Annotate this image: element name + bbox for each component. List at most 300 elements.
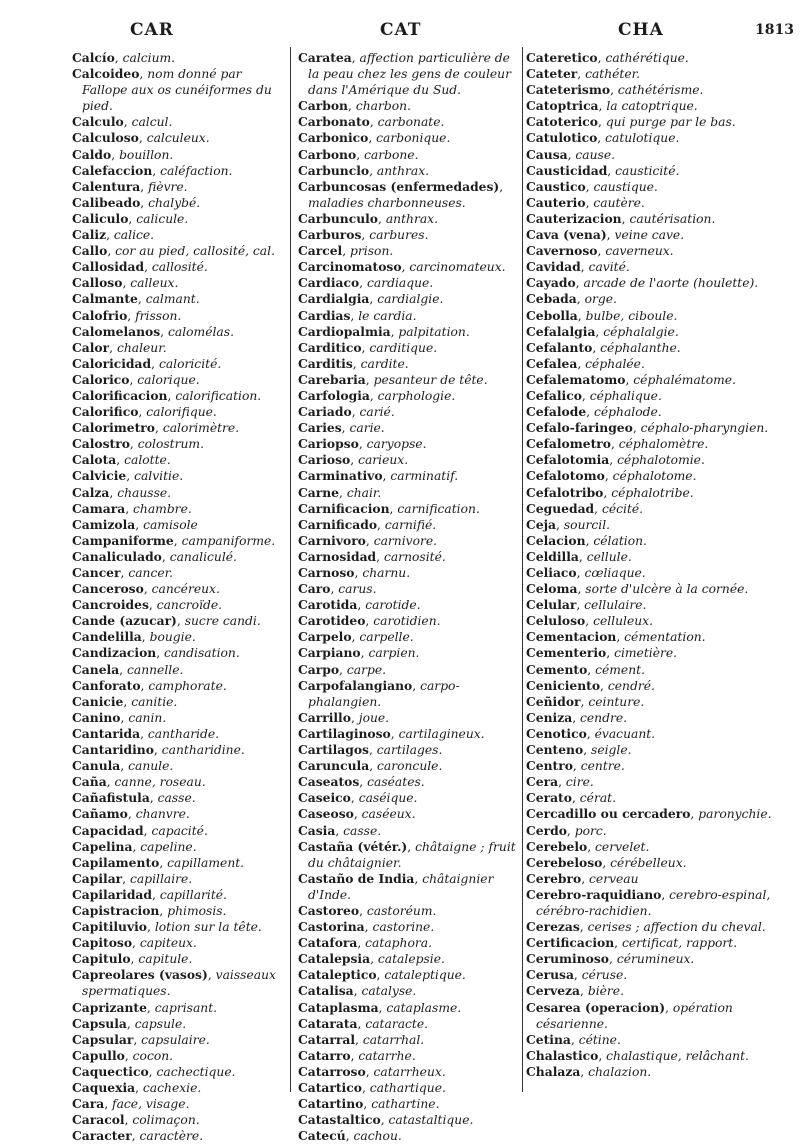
translation: causticité. [615,163,680,178]
headword: Carditis [298,355,353,371]
headword: Carioso [298,452,351,468]
dictionary-entry: Cefalometro, céphalomètre. [526,436,709,452]
translation: cendré. [607,678,655,693]
headword: Carnificado [298,516,378,532]
dictionary-entry: Carbunclo, anthrax. [298,162,430,178]
translation: cocon. [132,1048,174,1063]
headword: Cataleptico [298,967,377,983]
headword: Catastaltico [298,1112,381,1128]
translation: bouillon. [119,147,174,162]
translation: canaliculé. [169,549,237,564]
dictionary-entry: Capitiluvio, lotion sur la tête. [72,919,262,935]
headword: Carbono [298,146,357,162]
dictionary-entry: Cefalalgia, céphalalgie. [526,323,679,339]
dictionary-entry: Calentura, fièvre. [72,178,188,194]
dictionary-entry: Calcoideo, nom donné par Fallope aux os cunéiformes du pied. [72,66,272,114]
headword: Calofrio [72,307,128,323]
translation: céphalotribe. [611,485,694,500]
dictionary-entry: Cefalo-faringeo, céphalo-pharyngien. [526,420,769,436]
headword: Carpelo [298,629,352,645]
dictionary-entry: Cefalematomo, céphalématome. [526,371,736,387]
dictionary-entry: Catafora, cataphora. [298,935,432,951]
translation: chair. [346,485,382,500]
dictionary-entry: Castoreo, castoréum. [298,902,437,918]
headword: Cerezas [526,919,580,935]
headword: Calculoso [72,130,139,146]
dictionary-entry: Cemento, cément. [526,661,645,677]
translation: capacité. [151,823,208,838]
dictionary-entry: Calza, chausse. [72,484,172,500]
dictionary-entry: Catartino, cathartine. [298,1096,440,1112]
headword: Carpofalangiano [298,677,413,693]
headword: Cetina [526,1031,571,1047]
dictionary-entry: Casia, casse. [298,822,382,838]
headword: Carpiano [298,645,361,661]
headword: Catartico [298,1080,362,1095]
translation: céphalo-pharyngien. [640,421,769,436]
headword: Canicie [72,693,124,709]
headword: Cavernoso [526,243,598,259]
dictionary-entry: Cefalico, céphalique. [526,387,662,403]
translation: cachou. [353,1129,402,1144]
headword: Ceñidor [526,693,581,709]
dictionary-entry: Canela, cannelle. [72,661,184,677]
headword: Caseico [298,790,351,806]
translation: calleux. [130,276,179,291]
headword: Cardialgia [298,291,370,307]
translation: palpitation. [398,324,470,339]
headword: Calmante [72,291,138,307]
headword: Calza [72,484,110,500]
translation: capsulaire. [141,1032,210,1047]
dictionary-entry: Cefalode, céphalode. [526,404,662,420]
translation: carotidien. [373,614,441,629]
translation: callosité. [151,260,208,275]
headword: Cateter [526,66,578,82]
translation: calicule. [136,211,189,226]
translation: calorimètre. [162,421,240,436]
headword: Caracter [72,1128,132,1144]
dictionary-entry: Cesarea (operacion), opération césarienne. [526,999,733,1031]
dictionary-entry: Carbuncosas (enfermedades), maladies charbonneuses. [298,178,504,210]
headword: Cefalea [526,355,578,371]
headword: Caliz [72,227,107,243]
headword: Causticidad [526,162,608,178]
dictionary-entry: Castaña (vétér.), châtaigne ; fruit du châtaignier. [298,838,516,870]
headword: Calcío [72,50,115,65]
running-head-right: CHA [618,20,664,40]
dictionary-entry: Callosidad, callosité. [72,259,208,275]
dictionary-entry: Calorificacion, calorification. [72,387,262,403]
translation: prison. [350,244,394,259]
dictionary-entry: Cardialgia, cardialgie. [298,291,444,307]
dictionary-entry: Cerebro, cerveau [526,870,639,886]
headword: Catulotico [526,130,598,146]
translation: cannelle. [127,662,184,677]
headword: Capilar [72,870,123,886]
translation: calvitie. [134,469,184,484]
headword: Catafora [298,935,358,951]
headword: Carburos [298,227,362,243]
translation: catarrheux. [373,1064,446,1079]
headword: Carne [298,484,339,500]
translation: anthrax. [385,211,439,226]
dictionary-entry: Carcinomatoso, carcinomateux. [298,259,506,275]
translation: casse. [343,823,382,838]
headword: Caracol [72,1112,125,1128]
translation: catulotique. [605,131,680,146]
dictionary-entry: Calorimetro, calorimètre. [72,420,240,436]
dictionary-entry: Caratea, affection particulière de la peau chez les gens de couleur dans l'Amérique du Sud. [298,50,511,98]
translation: cachexie. [142,1081,202,1095]
translation: carnification. [397,501,480,516]
headword: Capitulo [72,951,131,967]
translation: cautérisation. [629,211,716,226]
headword: Cande (azucar) [72,613,177,629]
translation: carphologie. [377,388,456,403]
dictionary-entry: Celacion, célation. [526,532,647,548]
translation: frisson. [135,308,182,323]
dictionary-entry: Cerebeloso, cérébelleux. [526,854,687,870]
headword: Capacidad [72,822,144,838]
dictionary-entry: Cancer, cancer. [72,565,174,580]
dictionary-entry: Cantarida, cantharide. [72,725,220,741]
headword: Carminativo [298,468,383,484]
translation: carnivore. [373,533,438,548]
headword: Cerdo [526,822,567,838]
dictionary-entry: Caro, carus. [298,581,377,597]
translation: caractère. [139,1129,204,1144]
dictionary-entry: Ceniza, cendre. [526,709,628,725]
translation: cor au pied, callosité, cal. [115,244,275,259]
headword: Carnivoro [298,532,366,548]
headword: Cementacion [526,629,617,645]
translation: carié. [359,405,395,420]
translation: arcade de l'aorte (houlette). [583,276,759,291]
translation: cérumineux. [616,952,695,967]
dictionary-entry: Caldo, bouillon. [72,146,174,162]
translation: capillarité. [159,887,227,902]
headword: Causa [526,146,568,162]
dictionary-entry: Cauterizacion, cautérisation. [526,210,716,226]
dictionary-entry: Carditis, cardite. [298,355,409,371]
headword: Cateretico [526,50,598,65]
dictionary-entry: Carcel, prison. [298,243,394,259]
dictionary-entry: Capistracion, phimosis. [72,902,227,918]
headword: Calorimetro [72,420,155,436]
headword: Caseoso [298,806,354,822]
headword: Carnosidad [298,548,377,564]
translation: cérat. [579,791,617,806]
translation: camphorate. [148,678,227,693]
dictionary-entry: Cebada, orge. [526,291,617,307]
dictionary-entry: Canceroso, cancéreux. [72,581,220,597]
headword: Cañamo [72,806,128,822]
headword: Cebada [526,291,577,307]
dictionary-entry: Cementerio, cimetière. [526,645,678,661]
dictionary-entry: Catoterico, qui purge par le bas. [526,114,736,130]
headword: Capsula [72,1015,127,1031]
dictionary-entry: Capilar, capillaire. [72,870,193,886]
headword: Cauterizacion [526,210,622,226]
translation: calculeux. [146,131,210,146]
translation: cartilages. [376,743,443,758]
translation: charbon. [355,99,411,114]
dictionary-entry: Cefalotomia, céphalotomie. [526,452,705,468]
headword: Candizacion [72,645,157,661]
dictionary-entry: Castorina, castorine. [298,919,435,935]
headword: Catartino [298,1096,364,1112]
headword: Caquexia [72,1080,136,1095]
dictionary-entry: Carebaria, pesanteur de tête. [298,371,488,387]
dictionary-entry: Carnificacion, carnification. [298,500,480,516]
translation: cétine. [578,1032,621,1047]
headword: Canela [72,661,120,677]
headword: Cefalalgia [526,323,596,339]
headword: Catarro [298,1047,351,1063]
headword: Celacion [526,532,586,548]
translation: carbone. [364,147,419,162]
headword: Catecú [298,1128,346,1144]
translation: châtaignier d'Inde. [308,871,494,902]
headword: Carcinomatoso [298,259,402,275]
translation: capiteux. [139,936,197,951]
headword: Cava (vena) [526,227,607,243]
translation: cœliaque. [584,566,646,580]
headword: Celiaco [526,565,577,580]
translation: porc. [574,823,607,838]
translation: carpelle. [359,630,414,645]
translation: sorte d'ulcère à la cornée. [585,582,749,597]
dictionary-entry: Carminativo, carminatif. [298,468,459,484]
translation: céruse. [581,968,628,983]
dictionary-entry: Carbonato, carbonate. [298,114,445,130]
headword: Cerato [526,790,572,806]
headword: Cerveza [526,983,581,999]
translation: catastaltique. [388,1113,474,1128]
headword: Capilamento [72,854,160,870]
dictionary-entry: Caliculo, calicule. [72,210,189,226]
translation: carnosité. [383,549,446,564]
dictionary-entry: Capacidad, capacité. [72,822,208,838]
headword: Calibeado [72,194,141,210]
dictionary-entry: Cariopso, caryopse. [298,436,427,452]
headword: Caries [298,420,342,436]
headword: Castoreo [298,902,360,918]
dictionary-entry: Cartilagos, cartilages. [298,742,443,758]
headword: Cesarea (operacion) [526,999,666,1015]
headword: Cenotico [526,725,587,741]
headword: Capelina [72,838,133,854]
translation: fièvre. [148,179,188,194]
translation: joue. [358,710,390,725]
dictionary-entry: Calomelanos, calomélas. [72,323,234,339]
translation: catarrhal. [362,1032,425,1047]
translation: cathétérisme. [617,83,704,98]
headword: Capitoso [72,935,133,951]
translation: campaniforme. [181,533,276,548]
translation: cellulaire. [584,598,647,613]
headword: Calostro [72,436,130,452]
dictionary-entry: Carbonico, carbonique. [298,130,451,146]
headword: Catalisa [298,983,354,999]
translation: céphalotomie. [617,453,705,468]
dictionary-entry: Catarroso, catarrheux. [298,1063,446,1079]
dictionary-entry: Carotideo, carotidien. [298,613,441,629]
headword: Catoptrica [526,98,599,114]
column-2 [298,50,520,1144]
headword: Cercadillo ou cercadero [526,806,691,822]
headword: Cantaridino [72,742,154,758]
dictionary-entry: Ceruminoso, cérumineux. [526,951,695,967]
dictionary-entry: Centeno, seigle. [526,742,632,758]
running-head-left: CAR [130,20,174,40]
headword: Canforato [72,677,141,693]
headword: Cefalometro [526,436,611,452]
translation: cerebro-espinal, cérébro-rachidien. [536,887,771,918]
dictionary-entry: Calculo, calcul. [72,114,173,130]
dictionary-entry: Cardiopalmia, palpitation. [298,323,470,339]
dictionary-entry: Caracol, colimaçon. [72,1112,200,1128]
translation: cardiaque. [367,276,434,291]
dictionary-entry: Caloricidad, caloricité. [72,355,222,371]
dictionary-entry: Cara, face, visage. [72,1096,190,1112]
translation: canule. [128,759,174,774]
dictionary-entry: Cercadillo ou cercadero, paronychie. [526,806,772,822]
dictionary-entry: Calvicie, calvitie. [72,468,184,484]
dictionary-entry: Cateretico, cathérétique. [526,50,689,65]
translation: capillaire. [129,871,193,886]
headword: Cerebro [526,870,582,886]
dictionary-entry: Catalepsia, catalepsie. [298,951,445,967]
dictionary-entry: Calloso, calleux. [72,275,179,291]
translation: carminatif. [390,469,459,484]
translation: bulbe, ciboule. [585,308,678,323]
headword: Caliculo [72,210,129,226]
dictionary-entry: Centro, centre. [526,758,625,774]
translation: vaisseaux spermatiques. [82,968,276,999]
dictionary-entry: Carnosidad, carnosité. [298,548,446,564]
dictionary-entry: Chalaza, chalazion. [526,1063,652,1079]
headword: Capreolares (vasos) [72,967,208,983]
headword: Cemento [526,661,588,677]
headword: Caquectico [72,1063,149,1079]
dictionary-entry: Carburos, carbures. [298,227,429,243]
translation: céphalanthe. [600,340,681,355]
translation: chambre. [133,501,192,516]
page-number: 1813 [755,22,794,38]
headword: Carbon [298,98,348,114]
headword: Canula [72,758,121,774]
dictionary-entry: Cataleptico, cataleptique. [298,967,466,983]
translation: cautère. [593,195,645,210]
dictionary-entry: Cenotico, évacuant. [526,725,656,741]
headword: Cancroides [72,597,149,613]
headword: Ceguedad [526,500,595,516]
headword: Calomelanos [72,323,161,339]
headword: Catarral [298,1031,355,1047]
dictionary-entry: Canaliculado, canaliculé. [72,548,237,564]
dictionary-entry: Cantaridino, cantharidine. [72,742,245,758]
dictionary-entry: Ceguedad, cécité. [526,500,644,516]
translation: cerveau [589,871,639,886]
headword: Celdilla [526,548,579,564]
headword: Carbuncosas (enfermedades) [298,178,500,194]
translation: céphalode. [594,405,662,420]
translation: caloricité. [158,356,222,371]
headword: Carotida [298,597,358,613]
headword: Ceruminoso [526,951,609,967]
headword: Calefaccion [72,162,153,178]
dictionary-entry: Cateterismo, cathétérisme. [526,82,704,98]
headword: Cefalotribo [526,484,604,500]
dictionary-entry: Canicie, canitie. [72,693,178,709]
translation: cervelet. [595,839,650,854]
translation: châtaigne ; fruit du châtaignier. [308,839,516,870]
dictionary-entry: Carfologia, carphologie. [298,387,456,403]
headword: Caruncula [298,758,370,774]
dictionary-entry: Catastaltico, catastaltique. [298,1112,474,1128]
dictionary-entry: Celuloso, celluleux. [526,613,653,629]
translation: calorifique. [146,405,217,420]
translation: cause. [575,147,616,162]
dictionary-entry: Caruncula, caroncule. [298,758,443,774]
headword: Ceja [526,516,557,532]
translation: certificat, rapport. [621,936,738,951]
translation: carbures. [369,228,429,243]
headword: Carbonato [298,114,370,130]
dictionary-entry: Caustico, caustique. [526,178,658,194]
dictionary-entry: Capitulo, capitule. [72,951,193,967]
headword: Capistracion [72,902,160,918]
headword: Centro [526,758,573,774]
translation: carotide. [365,598,421,613]
headword: Caldo [72,146,112,162]
translation: colimaçon. [132,1113,200,1128]
headword: Cefalo-faringeo [526,420,633,436]
headword: Cefalotomia [526,452,610,468]
running-head-center: CAT [380,20,422,40]
translation: canne, roseau. [114,775,206,790]
translation: catarrhe. [358,1048,416,1063]
headword: Celular [526,597,577,613]
translation: charnu. [362,566,411,580]
headword: Calorico [72,371,130,387]
translation: candisation. [164,646,240,661]
headword: Campaniforme [72,532,174,548]
dictionary-entry: Carioso, carieux. [298,452,409,468]
dictionary-entry: Carnificado, carnifié. [298,516,437,532]
headword: Carfologia [298,387,370,403]
translation: opération césarienne. [536,1000,733,1031]
dictionary-entry: Catoptrica, la catoptrique. [526,98,698,114]
headword: Cefalode [526,404,587,420]
headword: Carbunculo [298,210,379,226]
dictionary-entry: Caseatos, caséates. [298,774,425,790]
translation: ceinture. [588,694,645,709]
dictionary-entry: Carbon, charbon. [298,98,411,114]
dictionary-entry: Carnoso, charnu. [298,565,411,580]
headword: Callo [72,243,108,259]
translation: catalepsie. [377,952,445,967]
dictionary-entry: Certificacion, certificat, rapport. [526,935,738,951]
translation: céphalée. [585,356,645,371]
dictionary-entry: Carbono, carbone. [298,146,419,162]
dictionary-entry: Carotida, carotide. [298,597,421,613]
headword: Cantarida [72,725,141,741]
dictionary-entry: Catarro, catarrhe. [298,1047,416,1063]
translation: castoréum. [366,903,437,918]
